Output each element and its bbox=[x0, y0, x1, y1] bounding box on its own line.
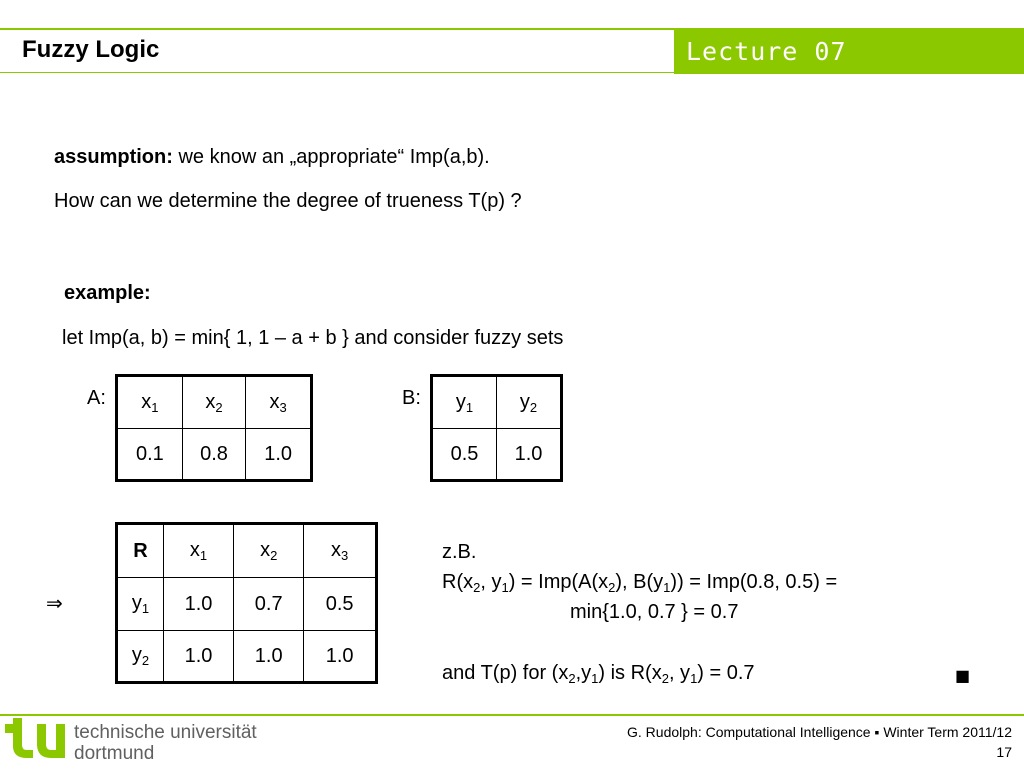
header-bottom-rule bbox=[0, 72, 674, 73]
table-r-cell: 1.0 bbox=[163, 631, 233, 683]
tu-logo-icon bbox=[5, 718, 69, 766]
example-text: let Imp(a, b) = min{ 1, 1 – a + b } and consider fuzzy sets bbox=[62, 327, 564, 349]
table-r-header-x2: $x_2$ bbox=[234, 524, 304, 578]
zb-label: z.B. bbox=[442, 541, 477, 563]
assumption-label: assumption: bbox=[54, 146, 173, 168]
table-r-cell: 1.0 bbox=[234, 631, 304, 683]
qed-square-icon: ■ bbox=[955, 666, 971, 685]
university-line-2: dortmund bbox=[74, 743, 155, 764]
table-r-header-x3: $x_3$ bbox=[304, 524, 377, 578]
set-b-label: B: bbox=[402, 387, 421, 409]
table-a-header-x1: $x_1$ bbox=[117, 376, 183, 429]
university-name bbox=[74, 722, 257, 764]
explanation-result: min{1.0, 0.7 } = 0.7 bbox=[570, 601, 739, 623]
table-b-value: 1.0 bbox=[497, 429, 562, 481]
lecture-label: Lecture 07 bbox=[686, 37, 847, 66]
table-r-header-x1: $x_1$ bbox=[163, 524, 233, 578]
implies-arrow-icon: ⇒ bbox=[46, 591, 63, 615]
table-r-row-label-y1: $y_1$ bbox=[117, 578, 164, 631]
footer-rule bbox=[0, 714, 1024, 716]
table-a-header-x2: $x_2$ bbox=[182, 376, 246, 429]
table-b-value: 0.5 bbox=[432, 429, 497, 481]
table-r-cell: 1.0 bbox=[304, 631, 377, 683]
table-r-cell: 0.5 bbox=[304, 578, 377, 631]
relation-r-table bbox=[115, 522, 378, 684]
fuzzy-set-b-table bbox=[430, 374, 563, 482]
table-a-value: 1.0 bbox=[246, 429, 312, 481]
example-label: example: bbox=[64, 282, 151, 304]
page-number: 17 bbox=[996, 744, 1012, 760]
question-text: How can we determine the degree of trueness T(p) ? bbox=[54, 190, 522, 212]
table-a-value: 0.1 bbox=[117, 429, 183, 481]
table-a-value: 0.8 bbox=[182, 429, 246, 481]
slide-title: Fuzzy Logic bbox=[22, 36, 160, 63]
table-b-header-y1: $y_1$ bbox=[432, 376, 497, 429]
explanation-formula: $R(x_2$, $y_1) = Imp(A(x_2)$, $B(y_1)) = Imp(0.8$, 0.5) = bbox=[442, 571, 838, 595]
tu-logo bbox=[5, 718, 69, 771]
assumption-line bbox=[54, 146, 490, 169]
lecture-badge bbox=[674, 30, 1024, 74]
credit-line: G. Rudolph: Computational Intelligence ▪ Winter Term 2011/12 bbox=[627, 724, 1012, 740]
fuzzy-set-a-table bbox=[115, 374, 313, 482]
table-a-header-x3: $x_3$ bbox=[246, 376, 312, 429]
conclusion-line: and T(p) for $(x_2,y_1)$ is $R(x_2$, $y_1) = 0.7$ bbox=[442, 662, 755, 686]
footer-credit bbox=[627, 722, 1012, 762]
table-r-corner: R bbox=[117, 524, 164, 578]
university-line-1: technische universität bbox=[74, 722, 257, 743]
set-a-label: A: bbox=[87, 387, 106, 409]
table-r-cell: 0.7 bbox=[234, 578, 304, 631]
assumption-text: we know an „appropriate“ Imp(a,b). bbox=[172, 146, 490, 168]
table-b-header-y2: $y_2$ bbox=[497, 376, 562, 429]
table-r-row-label-y2: $y_2$ bbox=[117, 631, 164, 683]
table-r-cell: 1.0 bbox=[163, 578, 233, 631]
